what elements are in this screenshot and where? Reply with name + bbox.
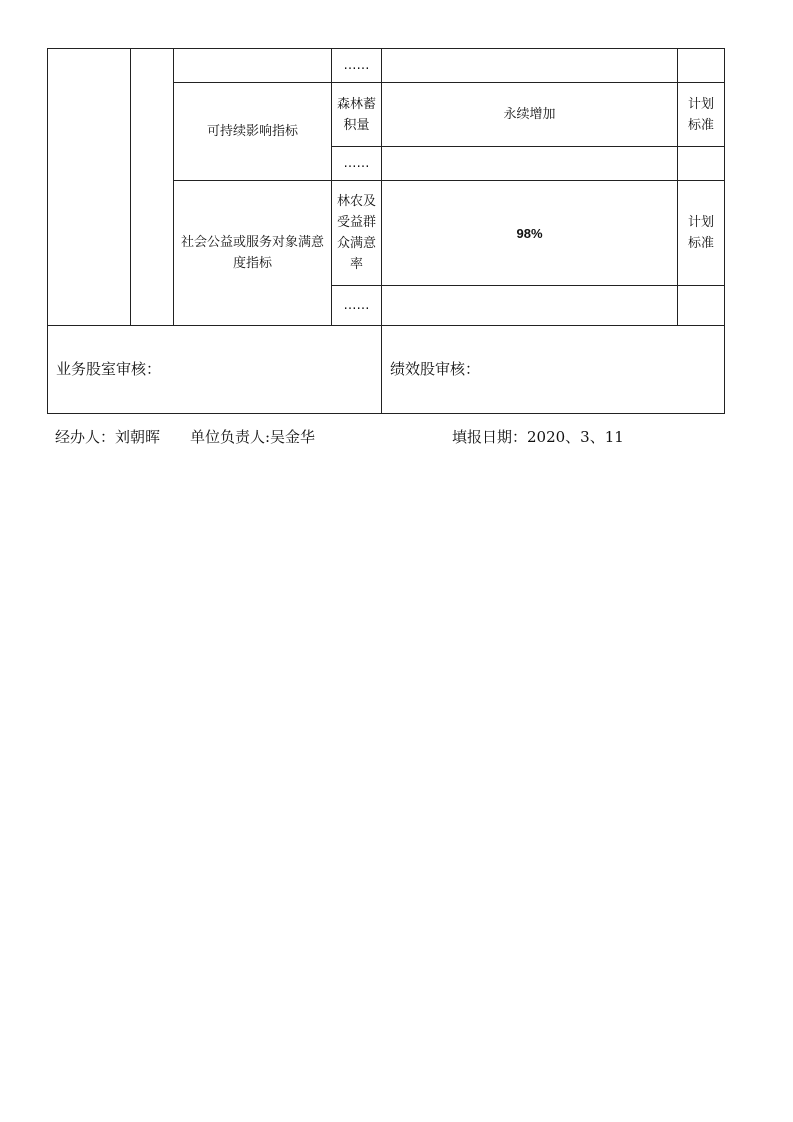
basis-cell — [678, 286, 725, 326]
indicator-sub-cell — [332, 286, 382, 326]
level3-indicator-cell — [174, 49, 332, 83]
indicator-sub: 森林蓄积量 — [336, 96, 376, 133]
level3-indicator-cell — [174, 83, 332, 181]
level1-category-cell — [48, 49, 131, 326]
fill-date-label: 填报日期：2020、3、11 — [452, 428, 624, 446]
basis-cell — [678, 147, 725, 181]
indicator-sub: …… — [343, 298, 370, 313]
indicator-sub-cell — [332, 181, 382, 286]
basis-cell — [678, 83, 725, 147]
target-value: 98% — [516, 225, 543, 241]
level2-category-cell — [131, 49, 174, 326]
indicator-grid — [47, 48, 725, 414]
indicator-sub: …… — [343, 58, 370, 73]
indicator-name: 社会公益或服务对象满意度指标 — [180, 235, 324, 271]
performance-indicator-table — [47, 48, 724, 413]
basis-value: 计划标准 — [687, 96, 714, 133]
basis-cell — [678, 49, 725, 83]
unit-head-label: 单位负责人:吴金华 — [190, 428, 316, 446]
target-value-cell — [382, 147, 678, 181]
handler-label: 经办人：刘朝晖 — [55, 428, 161, 446]
performance-review-label: 绩效股审核： — [390, 360, 481, 378]
target-value-cell — [382, 181, 678, 286]
business-review-label: 业务股室审核： — [56, 360, 162, 378]
basis-cell — [678, 181, 725, 286]
basis-value: 计划标准 — [687, 215, 714, 251]
target-value-cell — [382, 83, 678, 147]
indicator-sub: 林农及受益群众满意率 — [336, 194, 376, 272]
level3-indicator-cell — [174, 181, 332, 326]
indicator-sub-cell — [332, 49, 382, 83]
indicator-sub-cell — [332, 83, 382, 147]
business-review-cell — [48, 326, 382, 414]
target-value: 永续增加 — [503, 107, 556, 122]
performance-review-cell — [382, 326, 725, 414]
indicator-name: 可持续影响指标 — [206, 124, 298, 139]
target-value-cell — [382, 286, 678, 326]
signature-footer — [55, 426, 735, 448]
indicator-sub: …… — [343, 156, 370, 171]
target-value-cell — [382, 49, 678, 83]
indicator-sub-cell — [332, 147, 382, 181]
